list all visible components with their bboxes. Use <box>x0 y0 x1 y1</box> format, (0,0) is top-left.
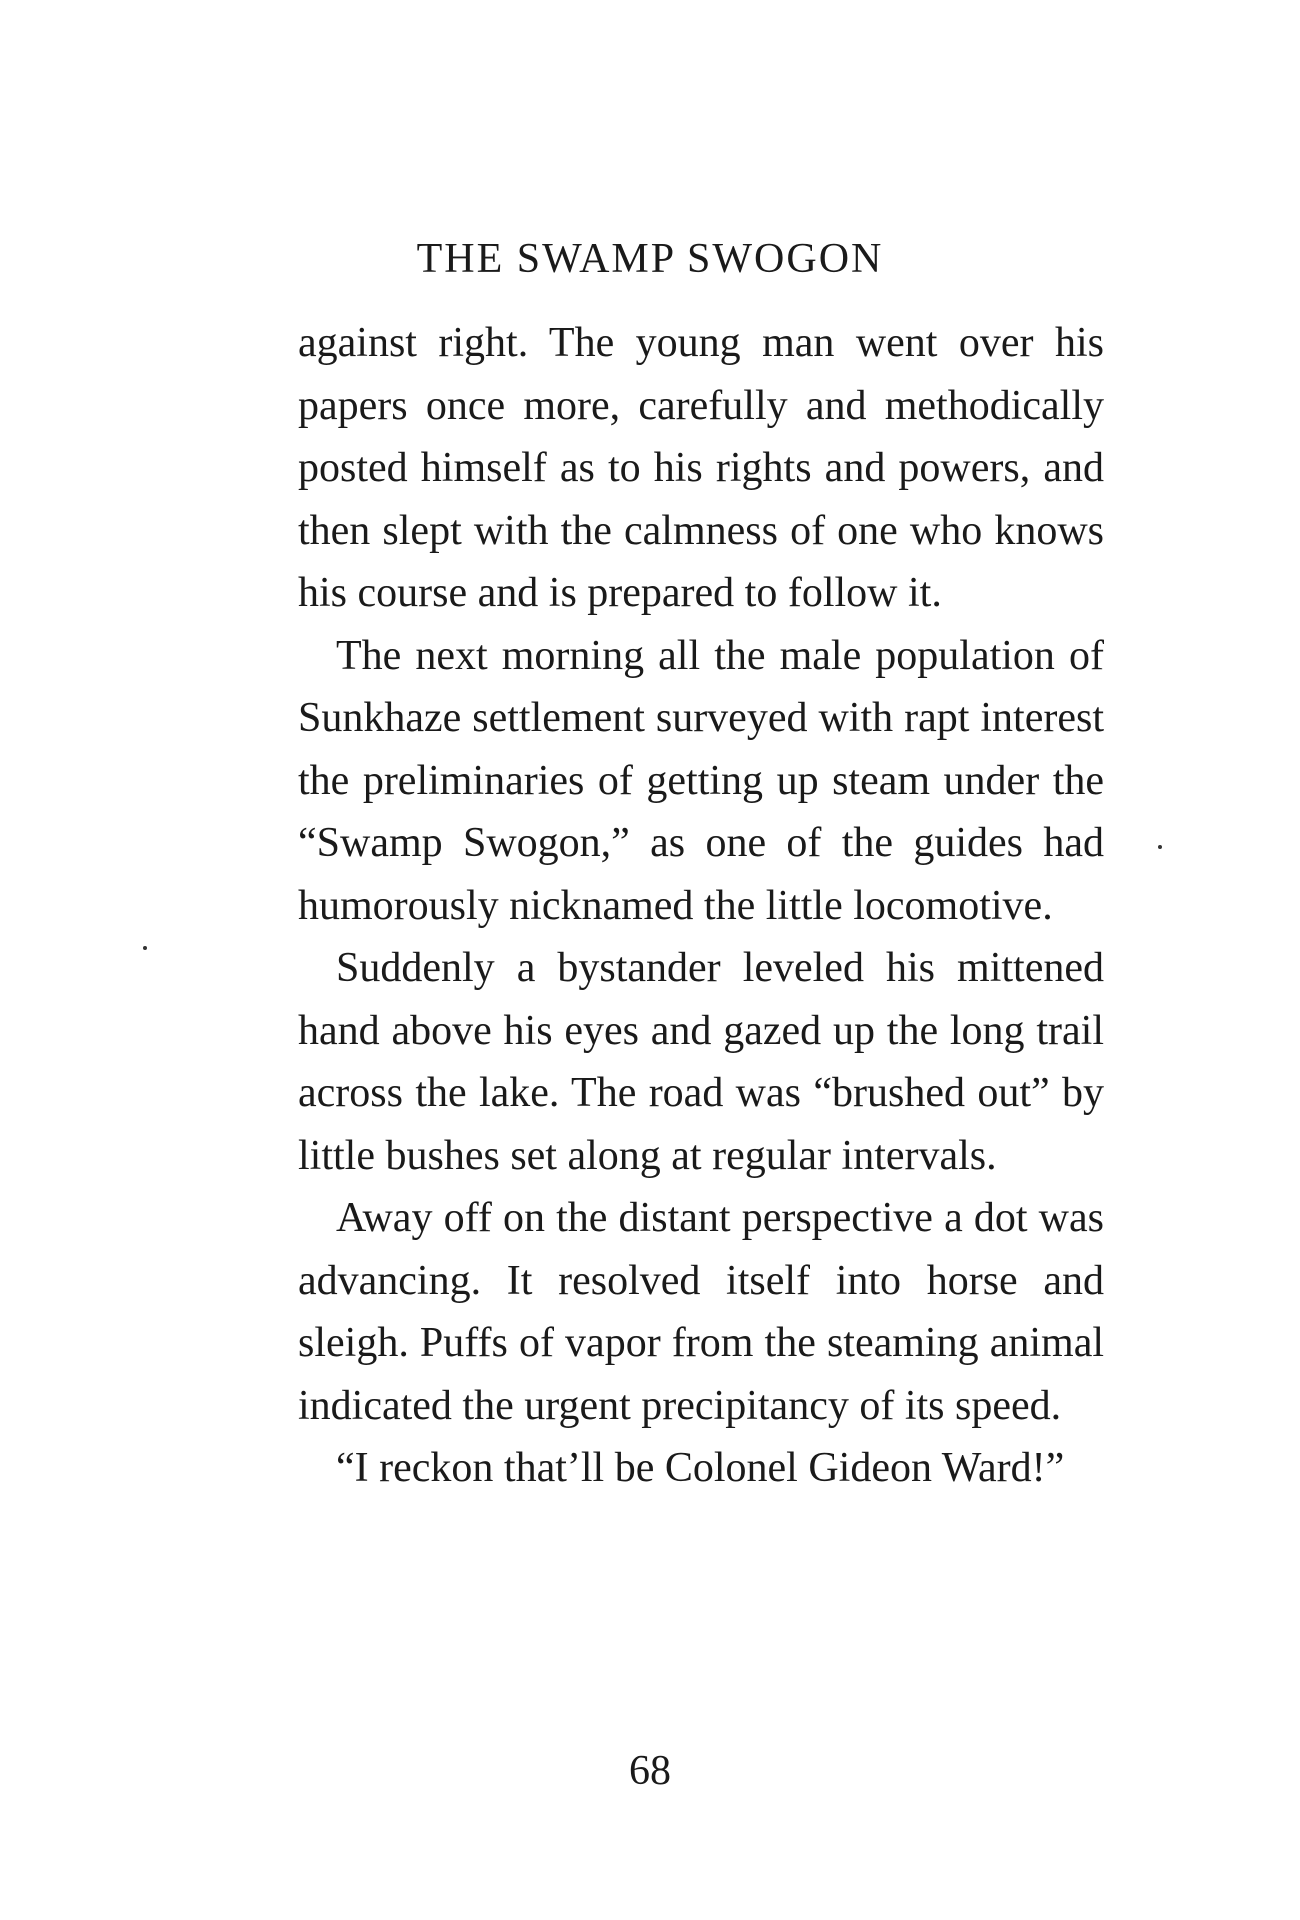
paragraph-bystander: Suddenly a bystander leveled his mittened hand above his eyes and gazed up the long trail across the lake. The road was “brushed out” by little bushes set along at regular intervals. <box>298 945 1104 1179</box>
paragraph-distant-dot: Away off on the distant perspective a dot was advancing. It resolved itself into horse and sleigh. Puffs of vapor from the steaming animal indicated the urgent precipitancy of its speed. <box>298 1195 1104 1429</box>
print-speck <box>143 946 147 950</box>
page-number: 68 <box>629 1748 671 1794</box>
body-text <box>298 312 1104 1500</box>
paragraph-continued: against right. The young man went over his papers once more, carefully and methodically posted himself as to his rights and powers, and then slept with the calmness of one who knows his course and is prepared to follow it. <box>298 320 1104 616</box>
paragraph-next-morning: The next morning all the male population of Sunkhaze settlement surveyed with rapt interest the preliminaries of getting up steam under the “Swamp Swogon,” as one of the guides had humorously nicknamed the little locomotive. <box>298 632 1104 929</box>
paragraph-dialogue: “I reckon that’ll be Colonel Gideon Ward!” <box>336 1445 1065 1491</box>
print-speck <box>1158 845 1162 849</box>
running-head: THE SWAMP SWOGON <box>416 236 884 282</box>
